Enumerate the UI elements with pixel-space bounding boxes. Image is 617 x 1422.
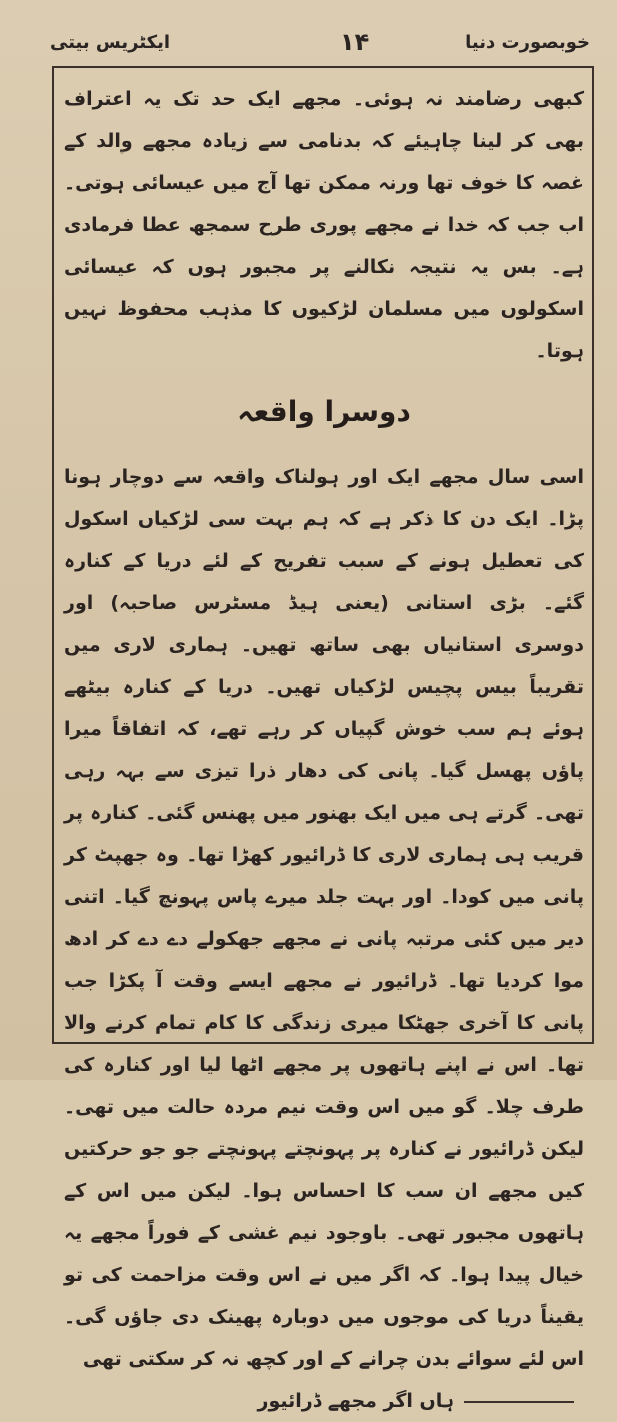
header-left-title: ایکٹریس بیتی xyxy=(50,32,171,53)
section-heading: دوسرا واقعہ xyxy=(237,395,411,428)
paper-speck xyxy=(300,860,304,864)
page-body xyxy=(64,78,584,1422)
paragraph-2-tail-line xyxy=(64,1380,584,1422)
header-right-title: خوبصورت دنیا xyxy=(465,32,590,53)
page-header xyxy=(50,24,590,64)
paragraph-2: اسی سال مجھے ایک اور ہولناک واقعہ سے دوچار ہونا پڑا۔ ایک دن کا ذکر ہے کہ ہم بہت سی لڑکیاں اسکول کی تعطیل ہونے کے سبب تفریح کے لئے دریا کے کنارہ گئے۔ بڑی استانی (یعنی ہیڈ مسٹرس صاحبہ) اور دوسری استانیاں بھی ساتھ تھیں۔ ہماری لاری میں تقریباً بیس پچیس لڑکیاں تھیں۔ دریا کے کنارہ بیٹھے ہوئے ہم سب خوش گپیاں کر رہے تھے، کہ اتفاقاً میرا پاؤں پھسل گیا۔ پانی کی دھار ذرا تیزی سے بہہ رہی تھی۔ گرتے ہی میں ایک بھنور میں پھنس گئی۔ کنارہ پر قریب ہی ہماری لاری کا ڈرائیور کھڑا تھا۔ وہ جھپٹ کر پانی میں کودا۔ اور بہت جلد میرے پاس پہونچ گیا۔ اتنی دیر میں کئی مرتبہ پانی نے مجھے جھکولے دے دے کر ادھ موا کردیا تھا۔ ڈرائیور نے مجھے ایسے وقت آ پکڑا جب پانی کا آخری جھٹکا میری زندگی کا کام تمام کرنے والا تھا۔ اس نے اپنے ہاتھوں پر مجھے اٹھا لیا اور کنارہ کی طرف چلا۔ گو میں اس وقت نیم مردہ حالت میں تھی۔ لیکن ڈرائیور نے کنارہ پر پہونچتے پہونچتے جو جو حرکتیں کیں مجھے ان سب کا احساس ہوا۔ لیکن میں اس کے ہاتھوں مجبور تھی۔ باوجود نیم غشی کے فوراً مجھے یہ خیال پیدا ہوا۔ کہ اگر میں نے اس وقت مزاحمت کی تو یقیناً دریا کی موجوں میں دوبارہ پھینک دی جاؤں گی۔ اس لئے سوائے بدن چرانے کے اور کچھ نہ کر سکتی تھی xyxy=(64,466,584,1370)
dash-separator xyxy=(464,1401,574,1403)
paper-speck xyxy=(120,150,124,154)
page-number: ۱۴ xyxy=(340,28,370,56)
paper-speck xyxy=(430,520,434,524)
paragraph-1: کبھی رضامند نہ ہوئی۔ مجھے ایک حد تک یہ اعتراف بھی کر لینا چاہیئے کہ بدنامی سے زیادہ مجھے والد کے غصہ کا خوف تھا ورنہ ممکن تھا آج میں عیسائی ہوتی۔ اب جب کہ خدا نے مجھے پوری طرح سمجھ عطا فرمادی ہے۔ بس یہ نتیجہ نکالنے پر مجبور ہوں کہ عیسائی اسکولوں میں مسلمان لڑکیوں کا مذہب محفوظ نہیں ہوتا۔ xyxy=(64,88,584,362)
paragraph-2-tail: ہاں اگر مجھے ڈرائیور xyxy=(257,1390,454,1412)
